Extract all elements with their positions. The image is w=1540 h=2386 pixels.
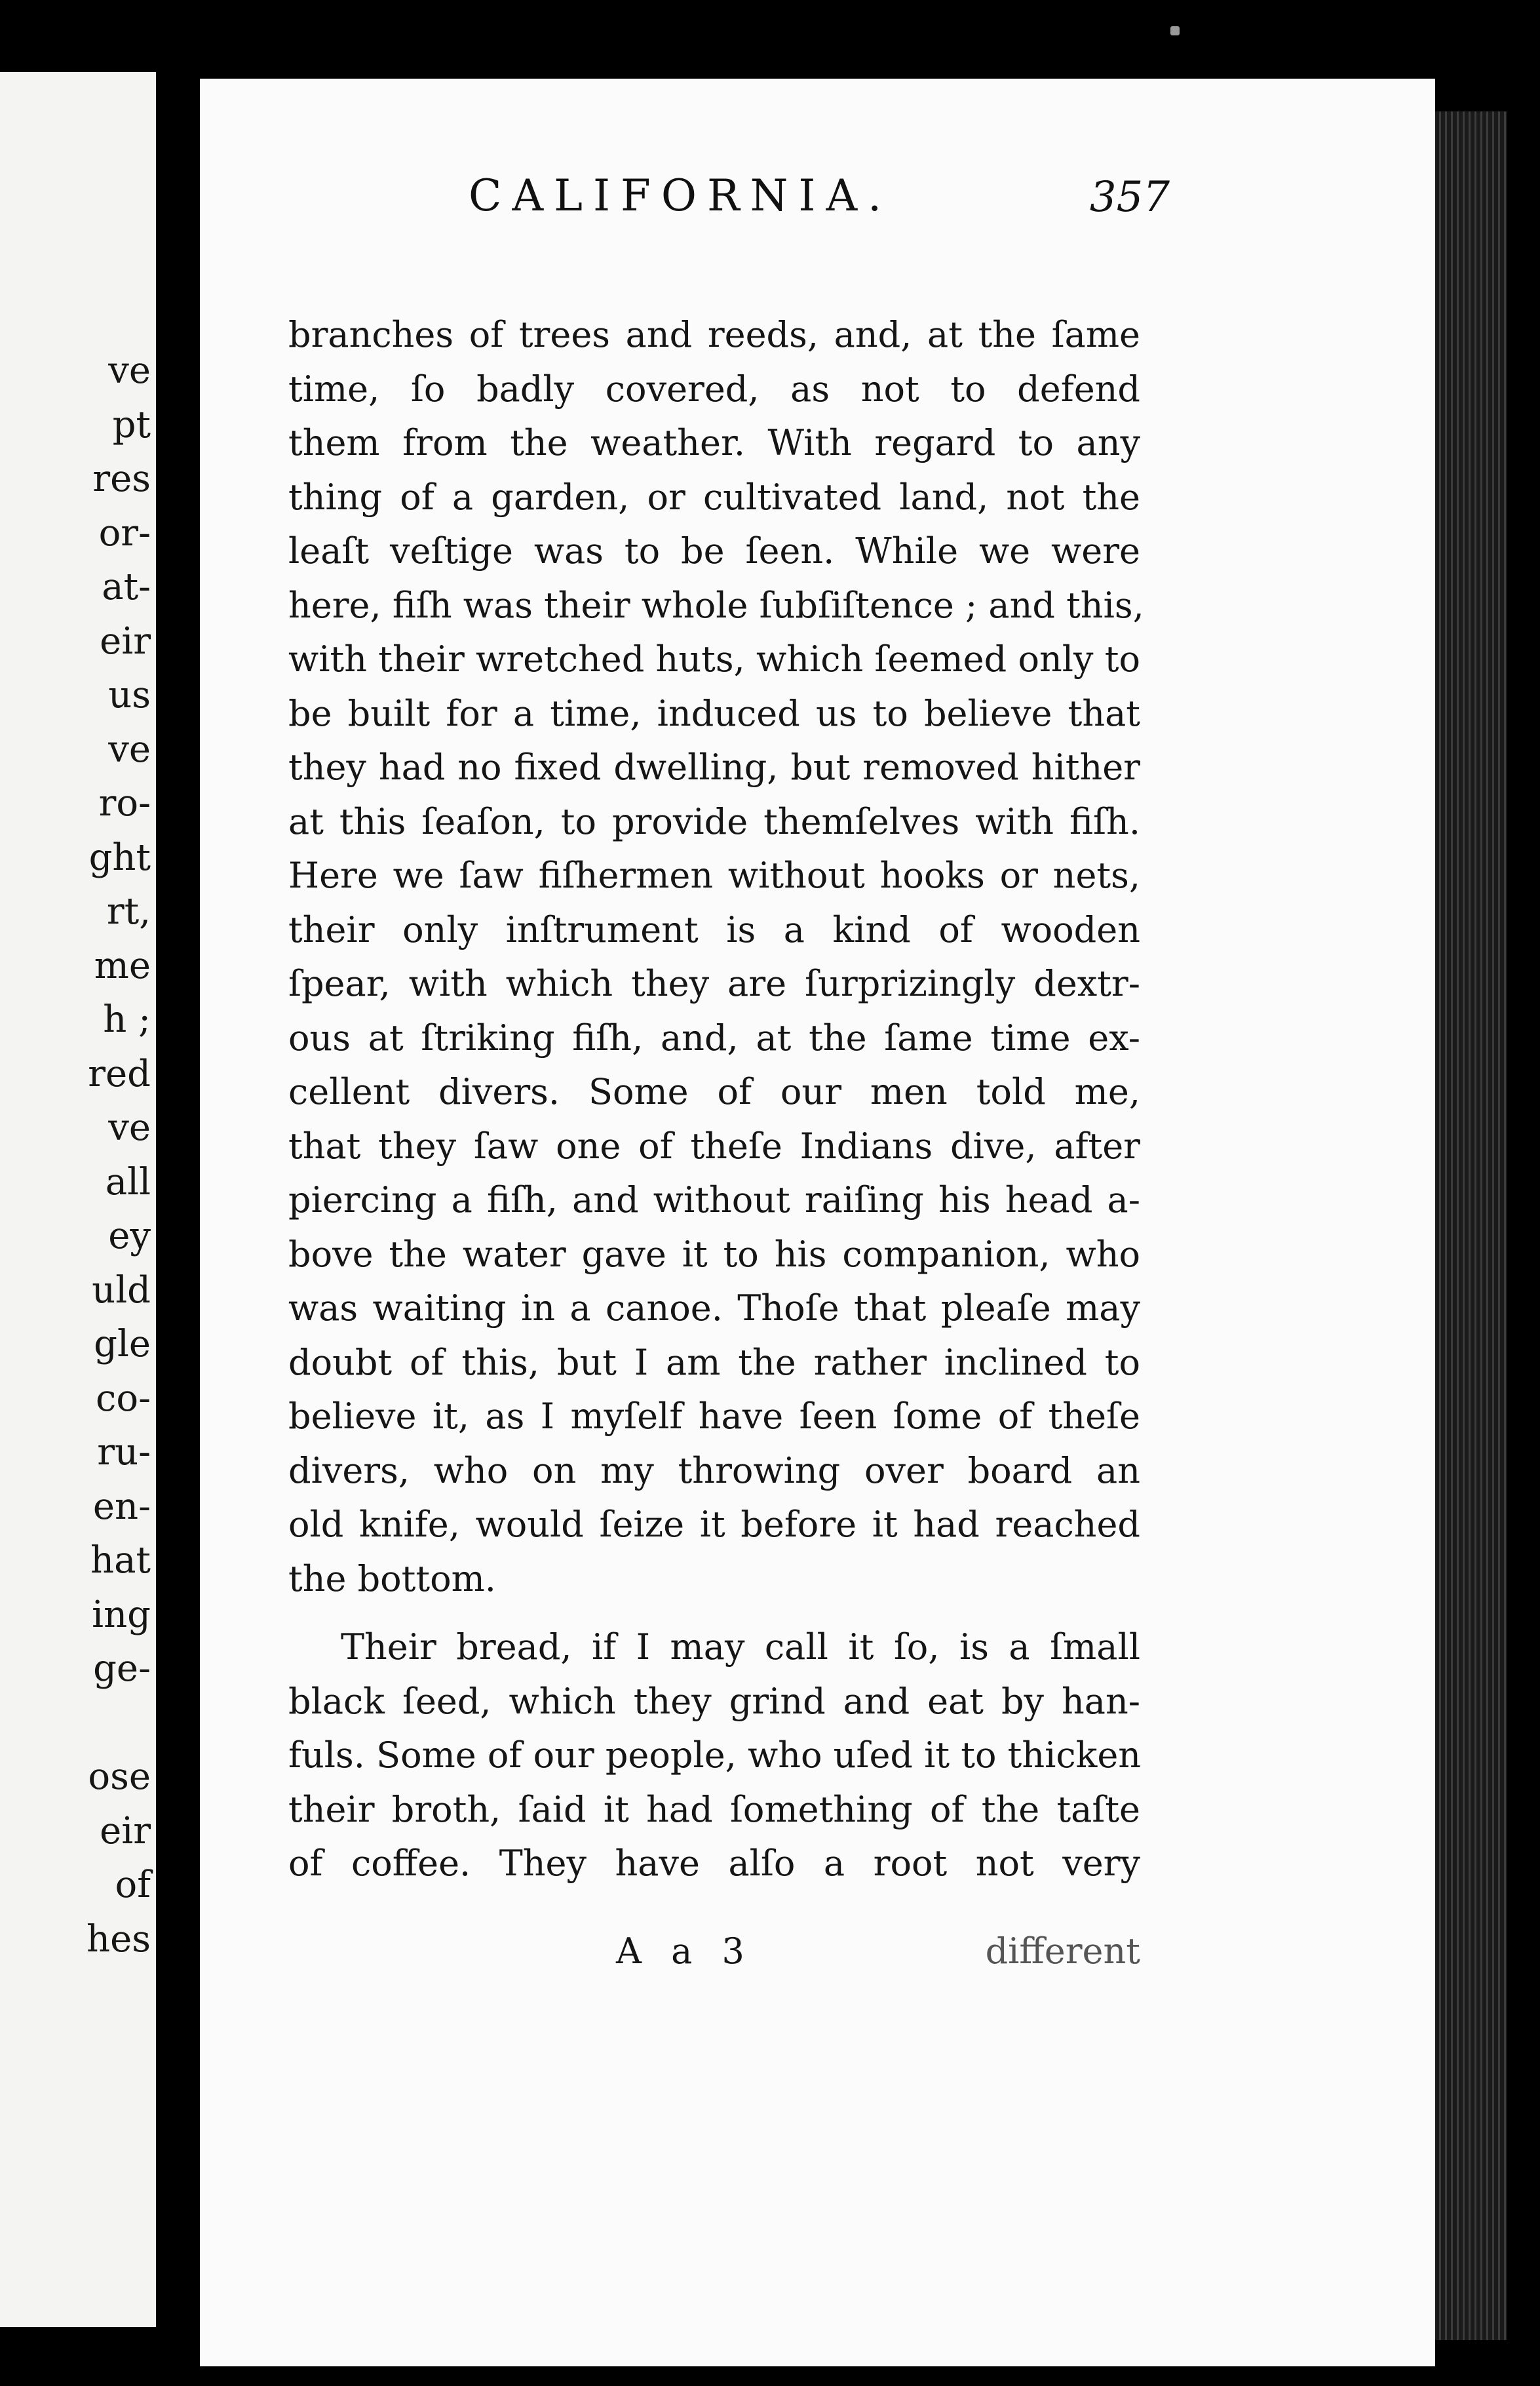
text-line: doubt of this, but I am the rather inclined to: [288, 1341, 1140, 1383]
text-line: that they ſaw one of theſe Indians dive, after: [288, 1125, 1140, 1167]
previous-page-fragment: ght: [88, 836, 151, 879]
page-footer: [288, 1930, 1140, 1989]
previous-page-fragment: ose: [88, 1755, 151, 1798]
catchword: different: [985, 1930, 1140, 1972]
previous-page-fragment: pt: [112, 403, 151, 446]
previous-page-fragment: gle: [94, 1323, 151, 1365]
text-line: bove the water gave it to his companion, who: [288, 1233, 1140, 1275]
text-line: ous at ſtriking fiſh, and, at the ſame time ex-: [288, 1017, 1140, 1059]
text-line: ſpear, with which they are ſurprizingly dextr-: [288, 963, 1140, 1004]
running-head-title: CALIFORNIA.: [469, 170, 893, 221]
text-line: branches of trees and reeds, and, at the ſame: [288, 314, 1140, 355]
text-line: Here we ſaw fiſhermen without hooks or nets,: [288, 855, 1140, 896]
text-line: divers, who on my throwing over board an: [288, 1449, 1140, 1491]
text-line: fuls. Some of our people, who uſed it to thicken: [288, 1734, 1142, 1776]
previous-page-fragment: eir: [100, 619, 151, 663]
paragraph: [288, 1620, 1140, 1891]
text-line: was waiting in a canoe. Thoſe that pleaſe may: [288, 1287, 1140, 1329]
text-line: piercing a fiſh, and without raiſing his head a-: [288, 1179, 1140, 1221]
previous-page-fragment: all: [105, 1160, 151, 1203]
previous-page-fragment: ey: [108, 1215, 151, 1257]
text-line: cellent divers. Some of our men told me,: [288, 1071, 1140, 1112]
previous-page-fragment: at-: [102, 566, 151, 608]
page-block-edges: [1435, 111, 1507, 2340]
previous-page-fragment: uld: [92, 1268, 151, 1312]
previous-page-fragment: me: [94, 944, 151, 987]
previous-page-fragment: ve: [108, 1106, 151, 1149]
previous-page-fragment: h ;: [103, 998, 151, 1041]
paragraph: [288, 308, 1144, 1606]
body-text: [288, 308, 1144, 1891]
previous-page-line-ends: [87, 344, 151, 1966]
previous-page-edge: [0, 72, 156, 2327]
text-line: here, fiſh was their whole ſubſiſtence ; and this,: [288, 584, 1144, 626]
signature-mark: A a 3: [616, 1930, 754, 1972]
previous-page-fragment: us: [108, 674, 151, 716]
previous-page-fragment: ro-: [98, 782, 151, 825]
text-line: time, ſo badly covered, as not to defend: [288, 368, 1140, 410]
page-number: 357: [1089, 173, 1170, 222]
text-line: their only inſtrument is a kind of wooden: [288, 909, 1140, 950]
text-line: with their wretched huts, which ſeemed only to: [288, 638, 1140, 680]
text-line: believe it, as I myſelf have ſeen ſome of theſe: [288, 1396, 1140, 1437]
text-line: them from the weather. With regard to any: [288, 422, 1140, 463]
previous-page-fragment: ge-: [93, 1647, 151, 1690]
previous-page-fragment: en-: [92, 1485, 151, 1528]
previous-page-fragment: hat: [90, 1539, 151, 1582]
previous-page-fragment: red: [88, 1052, 151, 1095]
text-line: thing of a garden, or cultivated land, not the: [288, 476, 1140, 518]
previous-page-fragment: hes: [87, 1917, 151, 1961]
text-line: their broth, ſaid it had ſomething of the taſte: [288, 1788, 1140, 1830]
previous-page-fragment: rt,: [106, 890, 151, 933]
text-line: old knife, would ſeize it before it had reached: [288, 1504, 1140, 1545]
text-line: they had no fixed dwelling, but removed hither: [288, 747, 1140, 788]
previous-page-fragment: or-: [98, 511, 151, 555]
previous-page-fragment: res: [92, 458, 151, 500]
previous-page-fragment: ve: [108, 728, 151, 771]
text-line: of coffee. They have alſo a root not very: [288, 1843, 1140, 1884]
text-line: Their bread, if I may call it ſo, is a ſmall: [341, 1626, 1140, 1668]
text-line: be built for a time, induced us to believe that: [288, 692, 1140, 734]
running-head: [272, 170, 1170, 236]
previous-page-fragment: ru-: [97, 1431, 151, 1474]
previous-page-fragment: ing: [92, 1593, 151, 1636]
previous-page-fragment: eir: [100, 1809, 151, 1852]
text-line: leaſt veſtige was to be ſeen. While we were: [288, 530, 1140, 572]
previous-page-fragment: of: [115, 1864, 151, 1906]
scan-speck: [1170, 26, 1180, 35]
text-line: at this ſeaſon, to provide themſelves with fiſh.: [288, 800, 1140, 842]
previous-page-fragment: ve: [108, 349, 151, 392]
text-line: black ſeed, which they grind and eat by han-: [288, 1680, 1140, 1722]
text-line: the bottom.: [288, 1557, 496, 1599]
previous-page-fragment: co-: [96, 1377, 151, 1420]
